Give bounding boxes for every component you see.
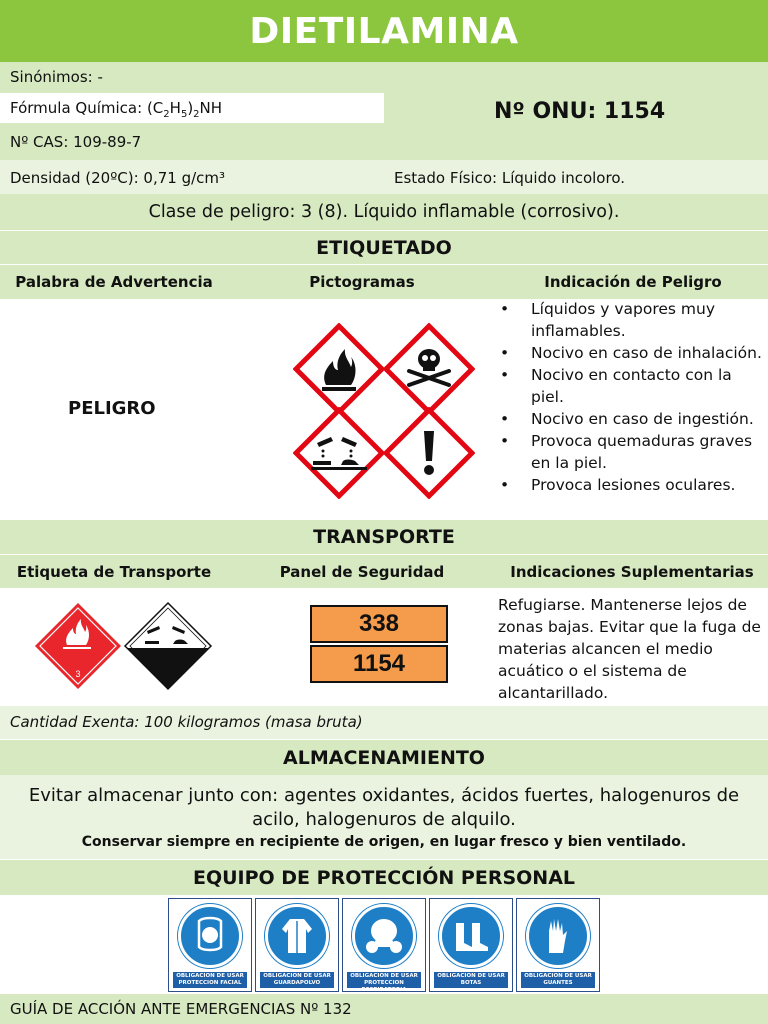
ppe-caption: OBLIGACION DE USAR GUANTES	[521, 972, 595, 988]
ppe-boots	[429, 898, 513, 992]
ppe-lab-coat	[255, 898, 339, 992]
section-labeling-heading: ETIQUETADO	[0, 230, 768, 264]
section-transport-heading: TRANSPORTE	[0, 520, 768, 554]
page-title: DIETILAMINA	[0, 0, 768, 62]
cas-number: Nº CAS: 109-89-7	[10, 133, 142, 151]
corrosive-transport-label	[123, 601, 213, 691]
signal-word: PELIGRO	[68, 398, 156, 419]
storage-line-2: acilo, halogenuros de alquilo.	[252, 809, 516, 830]
list-item: • Líquidos y vapores muy inflamables.	[496, 298, 766, 342]
ppe-caption: OBLIGACION DE USAR GUARDAPOLVO	[260, 972, 334, 988]
storage-line-1: Evitar almacenar junto con: agentes oxidantes, ácidos fuertes, halogenuros de	[28, 785, 740, 806]
col-hazard-statements: Indicación de Peligro	[544, 273, 722, 291]
col-pictograms: Pictogramas	[309, 273, 415, 291]
ppe-caption: OBLIGACION DE USAR BOTAS	[434, 972, 508, 988]
ppe-face-shield	[168, 898, 252, 992]
exclamation-pictogram	[383, 407, 475, 499]
flammable-transport-label	[33, 601, 123, 691]
ppe-caption: OBLIGACION DE USAR PROTECCION FACIAL	[173, 972, 247, 988]
list-item: • Provoca lesiones oculares.	[496, 474, 766, 496]
ppe-caption: OBLIGACION DE USAR PROTECCION RESPIRATORIA	[347, 972, 421, 988]
storage-bold-note: Conservar siempre en recipiente de origen, en lugar fresco y bien ventilado.	[81, 834, 687, 850]
flame-pictogram	[293, 323, 385, 415]
list-item: • Nocivo en caso de ingestión.	[496, 408, 766, 430]
safety-panel-hazard-id: 338	[310, 605, 448, 643]
safety-panel-un-number: 1154	[310, 645, 448, 683]
section-ppe-heading: EQUIPO DE PROTECCIÓN PERSONAL	[0, 860, 768, 895]
section-storage-heading: ALMACENAMIENTO	[0, 740, 768, 775]
ppe-gloves	[516, 898, 600, 992]
gloves-icon	[526, 904, 590, 968]
skull-pictogram	[383, 323, 475, 415]
list-item: • Nocivo en contacto con la piel.	[496, 364, 766, 408]
list-item: • Nocivo en caso de inhalación.	[496, 342, 766, 364]
hazard-class: Clase de peligro: 3 (8). Líquido inflamable (corrosivo).	[0, 194, 768, 230]
info-row-synonyms	[0, 62, 768, 93]
synonyms-text: Sinónimos: -	[10, 68, 103, 86]
col-signal-word: Palabra de Advertencia	[15, 273, 213, 291]
corrosion-pictogram	[293, 407, 385, 499]
face-shield-icon	[178, 904, 242, 968]
col-transport-label: Etiqueta de Transporte	[16, 563, 212, 581]
boots-icon	[439, 904, 503, 968]
supplementary-text: Refugiarse. Mantenerse lejos de zonas bajas. Evitar que la fuga de materias alcancen el medio acuático o el sistema de alcantarillado.	[498, 596, 761, 702]
lab-coat-icon	[265, 904, 329, 968]
hazard-statements-list	[496, 298, 766, 496]
ppe-respirator	[342, 898, 426, 992]
onu-number: Nº ONU: 1154	[494, 99, 666, 124]
respirator-icon	[352, 904, 416, 968]
footer-guide-number: GUÍA DE ACCIÓN ANTE EMERGENCIAS Nº 132	[10, 1000, 352, 1018]
col-supplementary: Indicaciones Suplementarias	[510, 563, 754, 581]
density-text: Densidad (20ºC): 0,71 g/cm³	[10, 169, 226, 187]
formula-text: Fórmula Química: $(C_2H_5)_2NH$	[10, 99, 223, 120]
col-safety-panel: Panel de Seguridad	[279, 563, 445, 581]
storage-text	[0, 784, 768, 832]
physical-state-text: Estado Físico: Líquido incoloro.	[394, 169, 626, 187]
exempt-quantity: Cantidad Exenta: 100 kilogramos (masa bruta)	[10, 713, 363, 731]
transport-class-number: 3	[75, 669, 81, 679]
list-item: • Provoca quemaduras graves en la piel.	[496, 430, 766, 474]
